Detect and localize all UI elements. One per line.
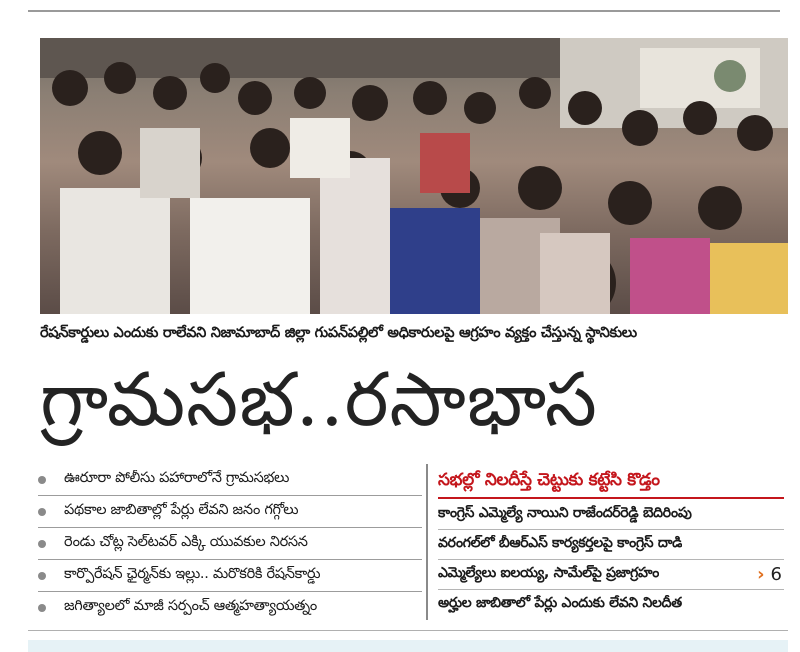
page-reference[interactable] [757, 564, 782, 585]
headline: గ్రామసభ..రసాభాస [40, 357, 598, 443]
right-item-text: వరంగల్‌లో బీఆర్ఎస్ కార్యకర్తలపై కాంగ్రెస్ దాడి [438, 535, 683, 551]
photo-caption: రేషన్‌కార్డులు ఎందుకు రాలేవని నిజామాబాద్ జిల్లా గుపన్‌పల్లిలో అధికారులపై ఆగ్రహం వ్యక్తం చేస్తున్న స్థానికులు [40, 325, 637, 341]
sub-headline: సభల్లో నిలదీస్తే చెట్టుకు కట్టేసి కొడ్తం [438, 470, 660, 490]
list-item [38, 592, 422, 623]
crowd-photo [40, 38, 788, 314]
sub-headline-rule [438, 497, 784, 499]
list-item [438, 590, 784, 619]
bullet-text: కార్పొరేషన్ ఛైర్మన్‌కు ఇల్లు.. మరొకరికి రేషన్‌కార్డు [64, 565, 321, 582]
bullet-icon [38, 508, 46, 516]
right-column-list [438, 500, 784, 619]
right-item-text: ఎమ్మెల్యేలు ఐలయ్య, సామేల్‌పై ప్రజాగ్రహం [438, 565, 660, 581]
list-item [38, 560, 422, 592]
bullet-text: రెండు చోట్ల సెల్‌టవర్ ఎక్కి యువకుల నిరసన [64, 533, 308, 550]
list-item [438, 560, 784, 590]
right-item-text: అర్హుల జాబితాలో పేర్లు ఎందుకు లేవని నిలదీత [438, 595, 682, 611]
page-number: 6 [770, 564, 782, 585]
chevron-right-icon: › [757, 564, 765, 585]
bullet-text: జగిత్యాలలో మాజీ సర్పంచ్ ఆత్మహత్యాయత్నం [64, 597, 317, 614]
list-item [38, 528, 422, 560]
top-rule [28, 10, 780, 12]
bullet-text: ఊరూరా పోలీసు పహారాలోనే గ్రామసభలు [64, 469, 290, 486]
list-item [438, 530, 784, 560]
bullet-icon [38, 476, 46, 484]
bottom-band [28, 640, 788, 652]
bullet-list [38, 464, 422, 623]
bottom-rule [28, 630, 788, 631]
bullet-icon [38, 572, 46, 580]
list-item [438, 500, 784, 530]
bullet-icon [38, 604, 46, 612]
bullet-text: పథకాల జాబితాల్లో పేర్లు లేవని జనం గగ్గోలు [64, 501, 299, 518]
list-item [38, 464, 422, 496]
right-item-text: కాంగ్రెస్ ఎమ్మెల్యే నాయిని రాజేందర్‌రెడ్డి బెదిరింపు [438, 505, 692, 521]
column-divider [426, 464, 428, 620]
bullet-icon [38, 540, 46, 548]
list-item [38, 496, 422, 528]
